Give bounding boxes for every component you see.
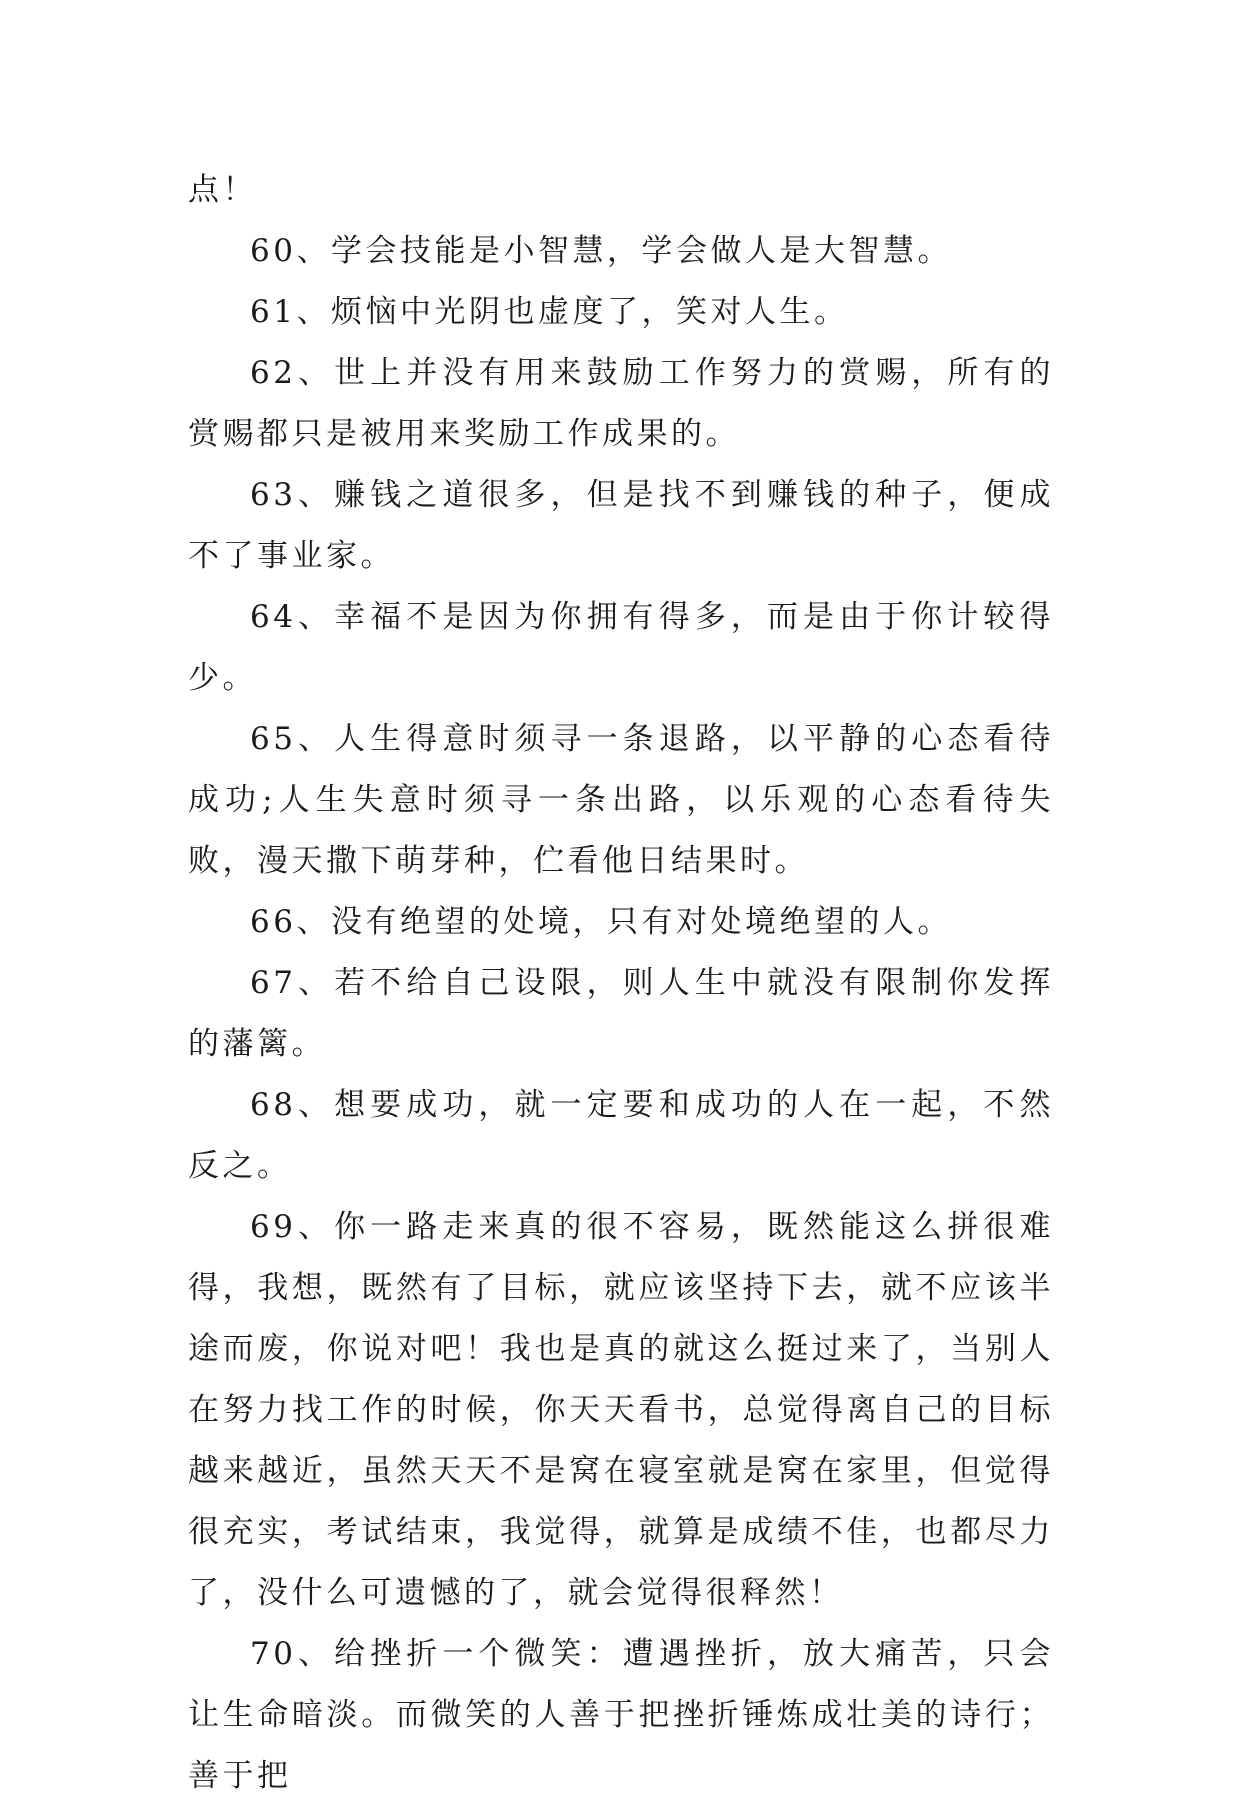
paragraph-63: 63、赚钱之道很多，但是找不到赚钱的种子，便成不了事业家。 [188, 477, 1054, 574]
paragraph-60: 60、学会技能是小智慧，学会做人是大智慧。 [250, 233, 952, 269]
paragraph-61: 61、烦恼中光阴也虚度了，笑对人生。 [250, 294, 849, 330]
paragraph-65: 65、人生得意时须寻一条退路，以平静的心态看待成功;人生失意时须寻一条出路，以乐观的心态看待失败，漫天撒下萌芽种，伫看他日结果时。 [188, 721, 1054, 879]
paragraph-62: 62、世上并没有用来鼓励工作努力的赏赐，所有的赏赐都只是被用来奖励工作成果的。 [188, 355, 1054, 452]
paragraph-66: 66、没有绝望的处境，只有对处境绝望的人。 [250, 904, 952, 940]
paragraph-70: 70、给挫折一个微笑：遭遇挫折，放大痛苦，只会让生命暗淡。而微笑的人善于把挫折锤炼成壮美的诗行；善于把 [188, 1636, 1054, 1794]
paragraph-68: 68、想要成功，就一定要和成功的人在一起，不然反之。 [188, 1087, 1054, 1184]
paragraph-69: 69、你一路走来真的很不容易，既然能这么拼很难得，我想，既然有了目标，就应该坚持下去，就不应该半途而废，你说对吧！我也是真的就这么挺过来了，当别人在努力找工作的时候，你天天看书，总觉得离自己的目标越来越近，虽然天天不是窝在寝室就是窝在家里，但觉得很充实，考试结束，我觉得，就算是成绩不佳，也都尽力了，没什么可遗憾的了，就会觉得很释然！ [188, 1209, 1054, 1611]
paragraph-64: 64、幸福不是因为你拥有得多，而是由于你计较得少。 [188, 599, 1054, 696]
document-body [188, 160, 1054, 1807]
paragraph-continuation: 点！ [188, 172, 257, 208]
paragraph-67: 67、若不给自己设限，则人生中就没有限制你发挥的藩篱。 [188, 965, 1054, 1062]
